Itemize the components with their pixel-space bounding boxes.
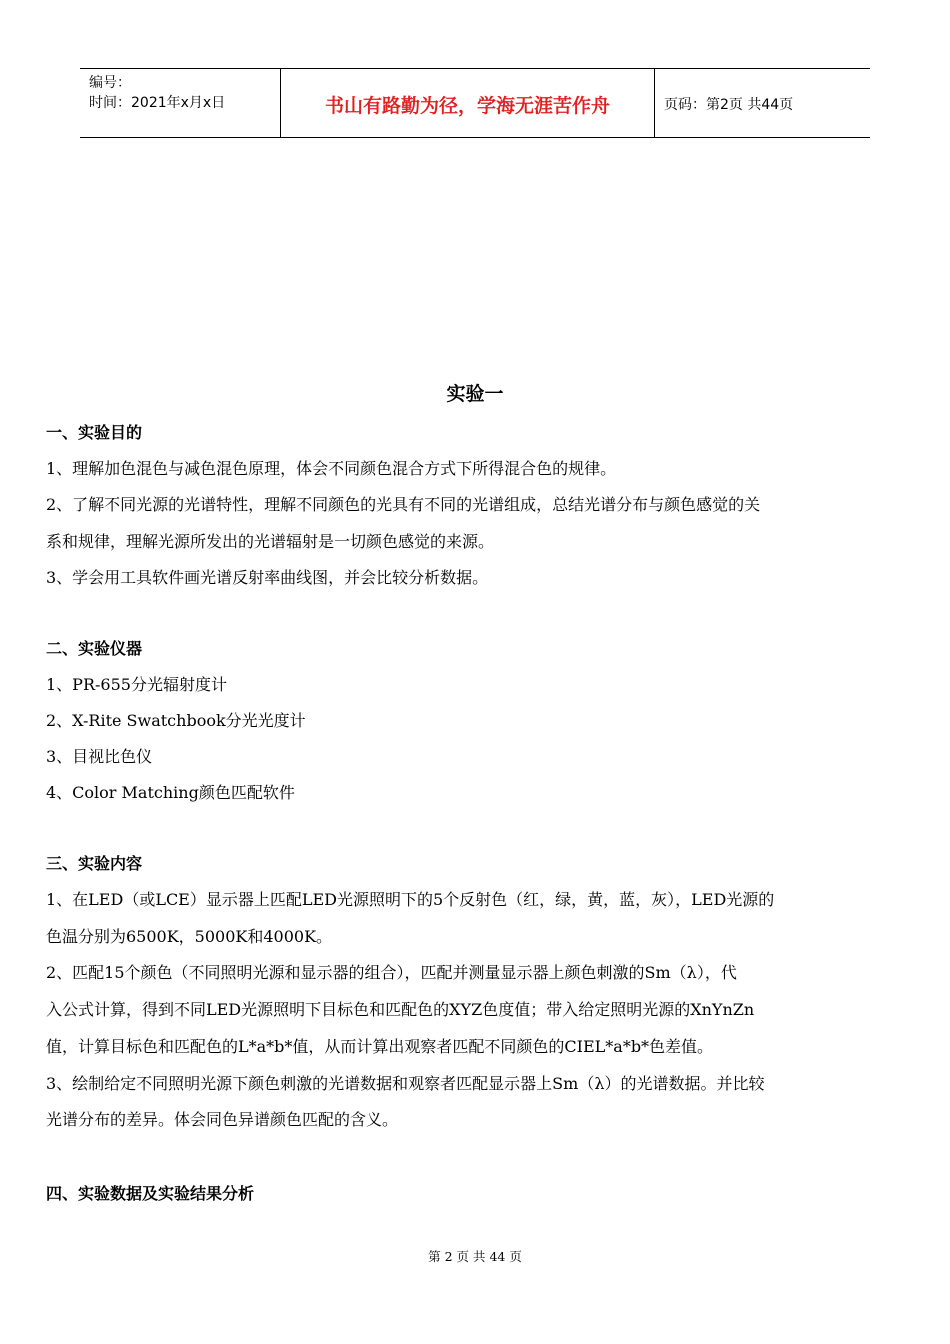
- paragraph-line: 光谱分布的差异。体会同色异谱颜色匹配的含义。: [46, 1110, 399, 1129]
- document-date: 时间：2021年x月x日: [89, 95, 226, 111]
- paragraph-line: 1、理解加色混色与减色混色原理，体会不同颜色混合方式下所得混合色的规律。: [46, 459, 617, 478]
- paragraph-line: 值，计算目标色和匹配色的L*a*b*值，从而计算出观察者匹配不同颜色的CIEL*a*b*色差值。: [46, 1037, 714, 1056]
- paragraph-line: 3、学会用工具软件画光谱反射率曲线图，并会比较分析数据。: [46, 568, 489, 587]
- page-info: 页码：第2页 共44页: [664, 97, 794, 113]
- section-heading-purpose: 一、实验目的: [46, 423, 143, 442]
- header-info-cell: [80, 69, 281, 137]
- header-table: [80, 68, 870, 138]
- document-number: 编号：: [89, 75, 131, 91]
- paragraph-line: 3、绘制给定不同照明光源下颜色刺激的光谱数据和观察者匹配显示器上Sm（λ）的光谱数据。并比较: [46, 1074, 765, 1093]
- page-footer: 第 2 页 共 44 页: [428, 1249, 522, 1264]
- section-heading-data-analysis: 四、实验数据及实验结果分析: [46, 1184, 255, 1203]
- paragraph-line: 系和规律，理解光源所发出的光谱辐射是一切颜色感觉的来源。: [46, 532, 495, 551]
- list-item: 2、X-Rite Swatchbook分光光度计: [46, 711, 306, 730]
- section-heading-instruments: 二、实验仪器: [46, 639, 143, 658]
- paragraph-line: 1、在LED（或LCE）显示器上匹配LED光源照明下的5个反射色（红，绿，黄，蓝，灰），LED光源的: [46, 890, 775, 909]
- header-motto-cell: [281, 69, 655, 137]
- paragraph-line: 2、匹配15个颜色（不同照明光源和显示器的组合），匹配并测量显示器上颜色刺激的Sm（λ），代: [46, 963, 737, 982]
- paragraph-line: 入公式计算，得到不同LED光源照明下目标色和匹配色的XYZ色度值；带入给定照明光源的XnYnZn: [46, 1000, 755, 1019]
- section-heading-content: 三、实验内容: [46, 854, 143, 873]
- list-item: 3、目视比色仪: [46, 747, 153, 766]
- paragraph-line: 2、了解不同光源的光谱特性，理解不同颜色的光具有不同的光谱组成，总结光谱分布与颜色感觉的关: [46, 495, 761, 514]
- list-item: 1、PR-655分光辐射度计: [46, 675, 227, 694]
- page-title: 实验一: [446, 383, 504, 405]
- header-page-cell: [655, 69, 870, 137]
- list-item: 4、Color Matching颜色匹配软件: [46, 783, 295, 802]
- motto-text: 书山有路勤为径，学海无涯苦作舟: [324, 95, 610, 117]
- paragraph-line: 色温分别为6500K，5000K和4000K。: [46, 927, 333, 946]
